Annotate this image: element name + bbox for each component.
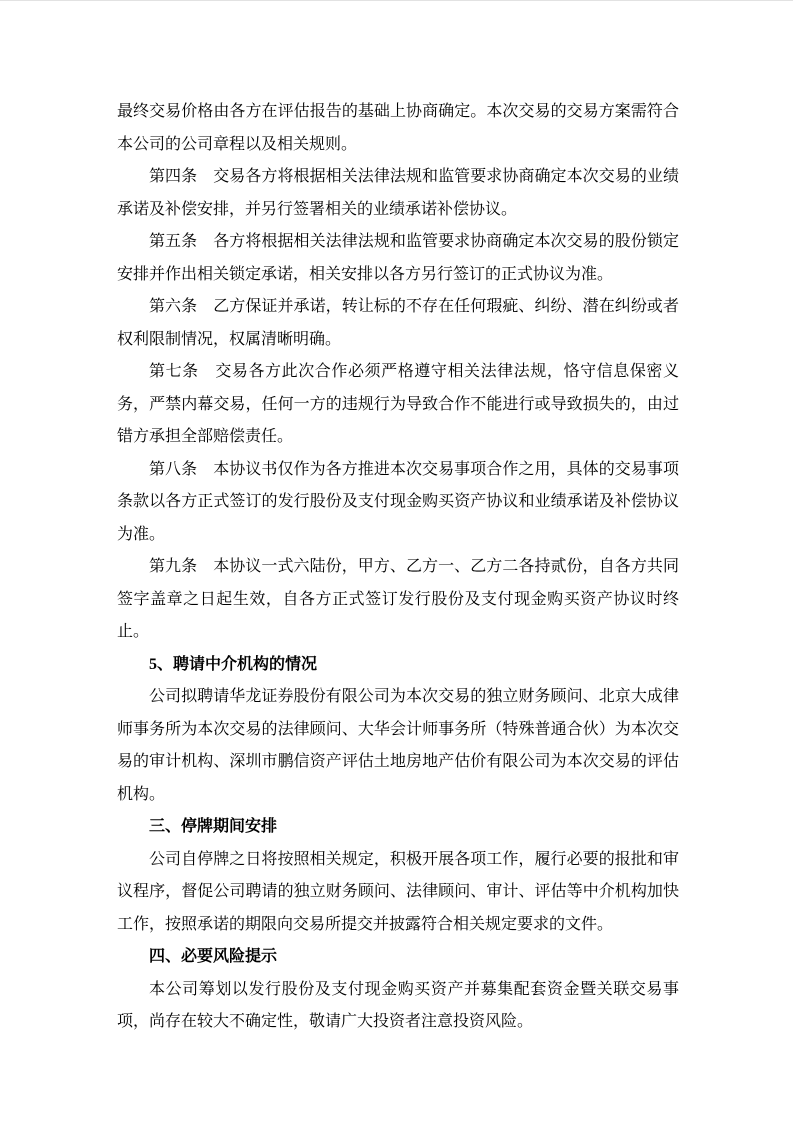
paragraph-risk-notice: 本公司筹划以发行股份及支付现金购买资产并募集配套资金暨关联交易事项，尚存在较大不确定性，敬请广大投资者注意投资风险。 — [117, 980, 679, 1030]
paragraph: 最终交易价格由各方在评估报告的基础上协商确定。本次交易的交易方案需符合本公司的公司章程以及相关规则。 — [117, 103, 679, 153]
paragraph-intermediaries: 公司拟聘请华龙证券股份有限公司为本次交易的独立财务顾问、北京大成律师事务所为本次交易的法律顾问、大华会计师事务所（特殊普通合伙）为本次交易的审计机构、深圳市鹏信资产评估土地房地产估价有限公司为本次交易的评估机构。 — [117, 688, 679, 803]
document-body — [117, 96, 679, 1039]
paragraph-clause-8: 第八条 本协议书仅作为各方推进本次交易事项合作之用，具体的交易事项条款以各方正式签订的发行股份及支付现金购买资产协议和业绩承诺及补偿协议为准。 — [117, 460, 679, 543]
section-heading-intermediaries: 5、聘请中介机构的情况 — [149, 655, 318, 673]
paragraph-clause-6: 第六条 乙方保证并承诺，转让标的不存在任何瑕疵、纠纷、潜在纠纷或者权利限制情况，权属清晰明确。 — [117, 298, 679, 348]
paragraph-clause-9: 第九条 本协议一式六陆份，甲方、乙方一、乙方二各持贰份，自各方共同签字盖章之日起生效，自各方正式签订发行股份及支付现金购买资产协议时终止。 — [117, 558, 679, 640]
paragraph-clause-4: 第四条 交易各方将根据相关法律法规和监管要求协商确定本次交易的业绩承诺及补偿安排，并另行签署相关的业绩承诺补偿协议。 — [117, 168, 679, 218]
section-heading-suspension-arrangement: 三、停牌期间安排 — [149, 818, 278, 835]
section-heading-risk-notice: 四、必要风险提示 — [149, 948, 278, 965]
paragraph-clause-5: 第五条 各方将根据相关法律法规和监管要求协商确定本次交易的股份锁定安排并作出相关锁定承诺，相关安排以各方另行签订的正式协议为准。 — [117, 233, 679, 283]
paragraph-clause-7: 第七条 交易各方此次合作必须严格遵守相关法律法规，恪守信息保密义务，严禁内幕交易，任何一方的违规行为导致合作不能进行或导致损失的，由过错方承担全部赔偿责任。 — [117, 363, 679, 445]
paragraph-suspension-arrangement: 公司自停牌之日将按照相关规定，积极开展各项工作，履行必要的报批和审议程序，督促公司聘请的独立财务顾问、法律顾问、审计、评估等中介机构加快工作，按照承诺的期限向交易所提交并披露符合相关规定要求的文件。 — [117, 850, 679, 933]
